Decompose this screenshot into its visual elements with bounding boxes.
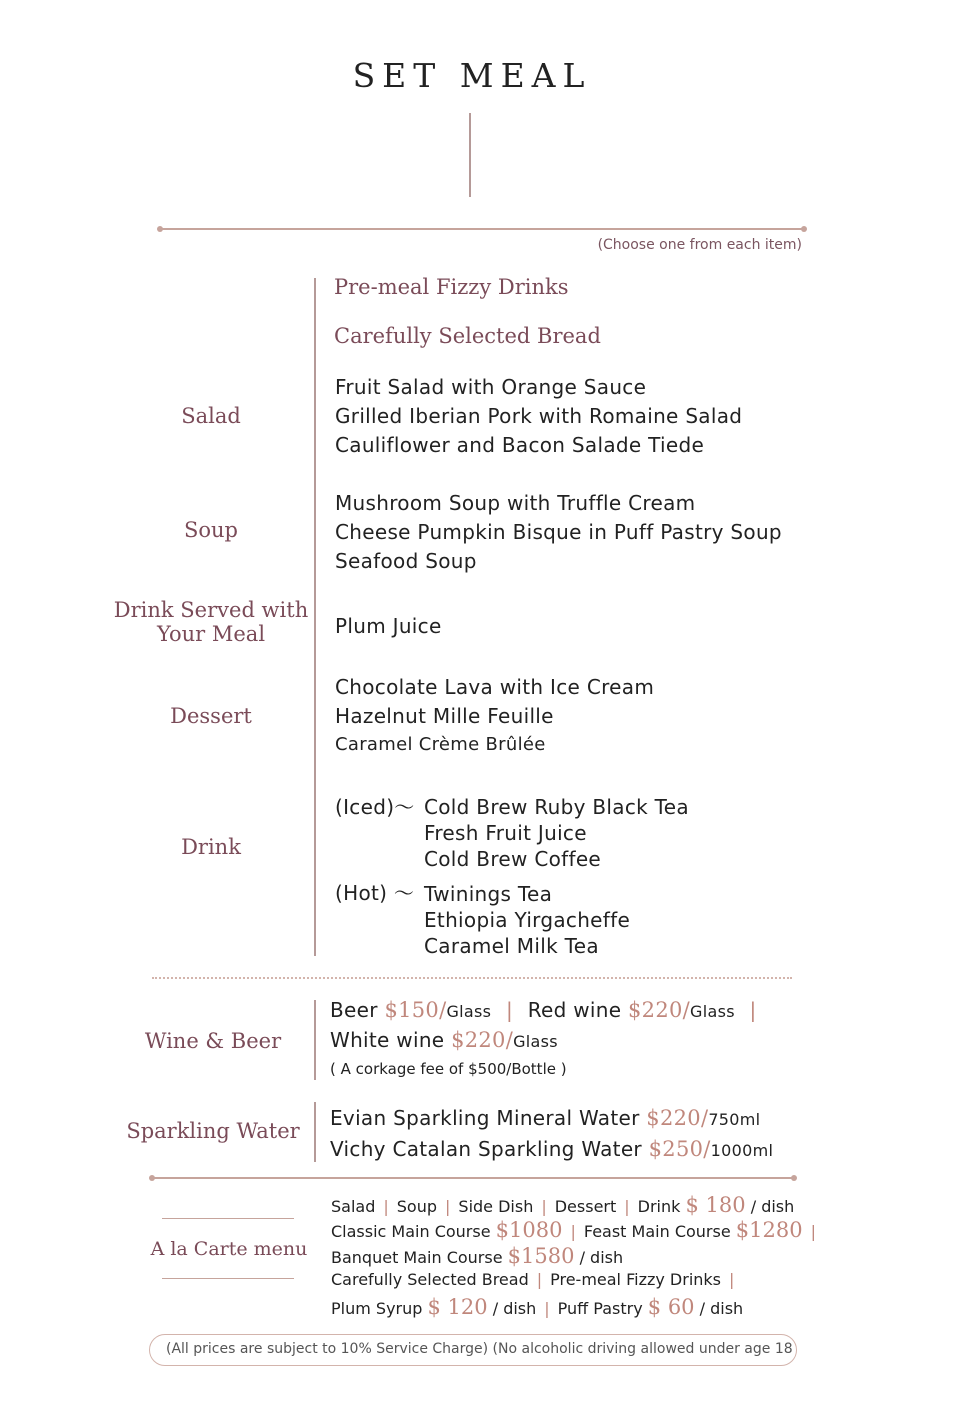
bread-heading: Carefully Selected Bread bbox=[334, 324, 601, 348]
corkage-note: ( A corkage fee of $500/Bottle ) bbox=[330, 1060, 567, 1078]
alacarte-line-2: Classic Main Course $1080 | Feast Main Course $1280 | bbox=[331, 1218, 816, 1242]
bottom-rule bbox=[152, 1177, 794, 1179]
hot-item: Ethiopia Yirgacheffe bbox=[424, 908, 631, 932]
soup-label: Soup bbox=[184, 518, 238, 542]
wine-line-2: White wine $220/Glass bbox=[330, 1028, 558, 1052]
iced-item: Fresh Fruit Juice bbox=[424, 821, 587, 845]
meal-drink-label: Your Meal bbox=[156, 622, 266, 646]
wine-label: Wine & Beer bbox=[144, 1029, 282, 1053]
choose-note: (Choose one from each item) bbox=[597, 237, 802, 253]
drink-label: Drink bbox=[181, 835, 241, 859]
iced-label: (Iced)～ bbox=[335, 795, 415, 819]
sparkling-line-1: Evian Sparkling Mineral Water $220/750ml bbox=[330, 1106, 761, 1130]
dotted-divider bbox=[152, 977, 792, 979]
iced-item: Cold Brew Coffee bbox=[424, 847, 602, 871]
hot-item: Caramel Milk Tea bbox=[424, 934, 599, 958]
wine-line-1: Beer $150/Glass | Red wine $220/Glass | bbox=[330, 998, 757, 1022]
alacarte-line-1: Salad | Soup | Side Dish | Dessert | Drink $ 180 / dish bbox=[331, 1193, 795, 1217]
hot-item: Twinings Tea bbox=[424, 882, 553, 906]
pre-meal-heading: Pre-meal Fizzy Drinks bbox=[334, 275, 569, 299]
alacarte-rule-bottom bbox=[162, 1278, 294, 1279]
page-title: SET MEAL bbox=[352, 56, 592, 95]
iced-item: Cold Brew Ruby Black Tea bbox=[424, 795, 689, 819]
dessert-label: Dessert bbox=[170, 704, 252, 728]
dessert-item: Hazelnut Mille Feuille bbox=[335, 704, 554, 728]
footer-note bbox=[149, 1334, 797, 1366]
alacarte-line-5: Plum Syrup $ 120 / dish | Puff Pastry $ 60 / dish bbox=[331, 1295, 744, 1319]
title-divider bbox=[469, 113, 471, 197]
footer-note-text: (All prices are subject to 10% Service Charge) (No alcoholic driving allowed under age 18 bbox=[166, 1341, 793, 1357]
alacarte-rule-top bbox=[162, 1218, 294, 1219]
salad-label: Salad bbox=[181, 404, 241, 428]
soup-item: Cheese Pumpkin Bisque in Puff Pastry Soup bbox=[335, 520, 782, 544]
dessert-item: Chocolate Lava with Ice Cream bbox=[335, 675, 655, 699]
alacarte-line-3: Banquet Main Course $1580 / dish bbox=[331, 1244, 624, 1268]
meal-drink-label: Drink Served with bbox=[113, 598, 309, 622]
salad-item: Grilled Iberian Pork with Romaine Salad bbox=[335, 404, 743, 428]
salad-item: Cauliflower and Bacon Salade Tiede bbox=[335, 433, 705, 457]
alacarte-label: A la Carte menu bbox=[150, 1238, 308, 1260]
sparkling-label: Sparkling Water bbox=[126, 1119, 300, 1143]
dessert-item: Caramel Crème Brûlée bbox=[335, 734, 546, 755]
salad-item: Fruit Salad with Orange Sauce bbox=[335, 375, 647, 399]
sparkling-line-2: Vichy Catalan Sparkling Water $250/1000ml bbox=[330, 1137, 774, 1161]
alacarte-line-4: Carefully Selected Bread | Pre-meal Fizzy Drinks | bbox=[331, 1270, 735, 1289]
hot-label: (Hot) ～ bbox=[335, 881, 415, 905]
top-rule bbox=[160, 228, 804, 230]
soup-item: Mushroom Soup with Truffle Cream bbox=[335, 491, 696, 515]
meal-drink-item: Plum Juice bbox=[335, 614, 442, 638]
soup-item: Seafood Soup bbox=[335, 549, 477, 573]
